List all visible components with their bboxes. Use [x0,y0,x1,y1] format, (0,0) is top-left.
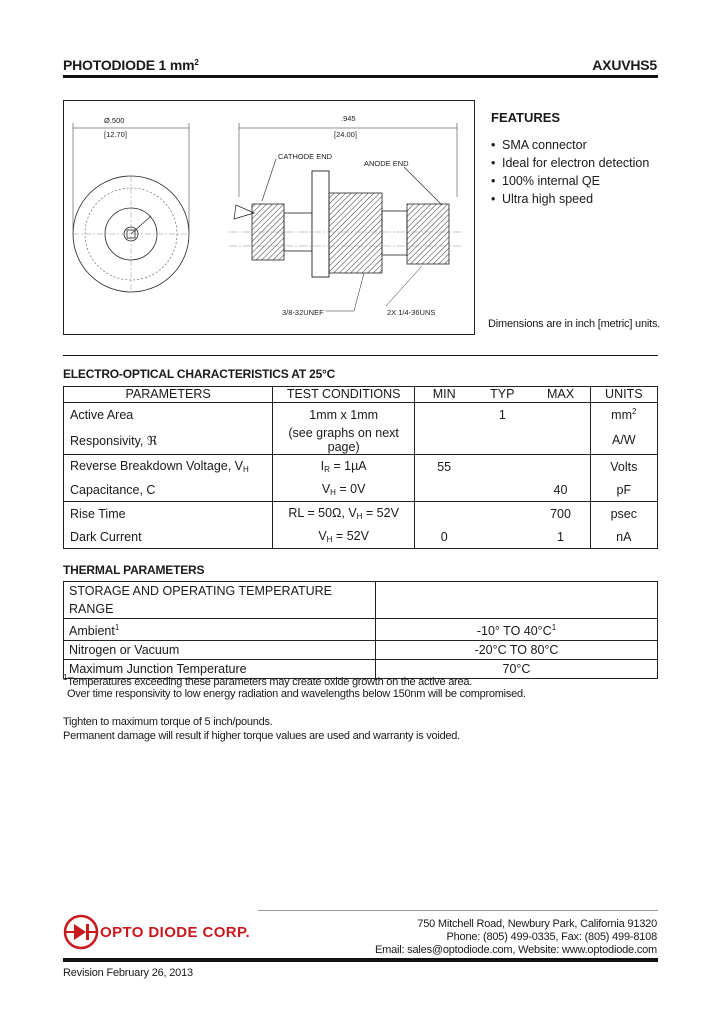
dim-diameter-metric: [12.70] [104,130,127,139]
thermal-header-row [64,582,658,619]
mechanical-drawing [63,100,475,335]
features-title: FEATURES [491,110,561,125]
table-row: Responsivity, ℜ (see graphs on next page) A/W [64,426,658,455]
table-row: Nitrogen or Vacuum -20°C TO 80°C [64,641,658,660]
footer-top-rule [258,910,658,911]
eo-header-units: UNITS [590,387,657,403]
table-row: Active Area 1mm x 1mm 1 $mm^2$ [64,403,658,427]
eo-table [63,386,658,549]
footnote-1-cont: Over time responsivity to low energy radiation and wavelengths below 150nm will be compromised. [67,688,526,700]
eo-header-parameters: PARAMETERS [64,387,273,403]
footnote-1: $^1$Temperatures exceeding these parameters may create oxide growth on the active area. [63,673,473,688]
drawing-svg [64,101,474,334]
table-row: Rise Time RL = 50Ω, $V_H = 52V$ 700 psec [64,502,658,526]
company-phone: Phone: (805) 499-0335, Fax: (805) 499-8108 [446,931,657,943]
logo-diode-icon [63,914,99,950]
table-row: Reverse Breakdown Voltage, $V_H$ $I_R = 1\mu A$ 55 Volts [64,455,658,479]
warranty-note: Permanent damage will result if higher torque values are used and warranty is voided. [63,730,460,742]
part-number: AXUVHS5 [592,57,657,73]
dim-length-metric: [24.00] [334,130,357,139]
revision-date: Revision February 26, 2013 [63,967,193,979]
eo-header-typ: TYP [473,387,531,403]
eo-header-row [64,387,658,403]
thermal-title: THERMAL PARAMETERS [63,563,205,577]
table-row: Dark Current $V_H = 52V$ 0 1 nA [64,525,658,549]
thermal-header: STORAGE AND OPERATING TEMPERATURE RANGE [64,582,376,619]
thermal-table [63,581,658,679]
eo-header-min: MIN [415,387,474,403]
thread-callout-1: 3/8-32UNEF [282,308,324,317]
company-logo [63,914,99,955]
table-row: Maximum Junction Temperature 70°C [64,660,658,679]
page-title: PHOTODIODE 1 $mm^2$ [63,57,199,73]
dim-diameter: Ø.500 [104,116,125,125]
header-rule [63,75,658,78]
eo-header-conditions: TEST CONDITIONS [273,387,415,403]
footer-rule [63,958,658,962]
dimensions-note: Dimensions are in inch [metric] units. [488,318,661,330]
eo-header-max: MAX [531,387,590,403]
features-list [491,136,649,208]
feature-item: • Ideal for electron detection [491,154,649,172]
anode-label: ANODE END [364,159,409,168]
side-view [229,114,462,317]
front-view [73,116,189,292]
feature-item: • Ultra high speed [491,190,649,208]
dim-length: .945 [341,114,356,123]
company-name: OPTO DIODE CORP. [100,924,251,941]
feature-item: • SMA connector [491,136,649,154]
table-row: Ambient$^1$ -10° TO $40^\circ C^1$ [64,619,658,641]
section-rule [63,355,658,356]
torque-note: Tighten to maximum torque of 5 inch/pounds. [63,716,273,728]
eo-title: ELECTRO-OPTICAL CHARACTERISTICS AT 25°C [63,367,336,381]
company-email: Email: sales@optodiode.com, Website: www.optodiode.com [374,944,657,956]
company-address: 750 Mitchell Road, Newbury Park, California 91320 [417,918,657,930]
feature-item: • 100% internal QE [491,172,649,190]
thread-callout-2: 2X 1/4-36UNS [387,308,436,317]
table-row: Capacitance, C $V_H = 0V$ 40 pF [64,478,658,502]
cathode-label: CATHODE END [278,152,333,161]
